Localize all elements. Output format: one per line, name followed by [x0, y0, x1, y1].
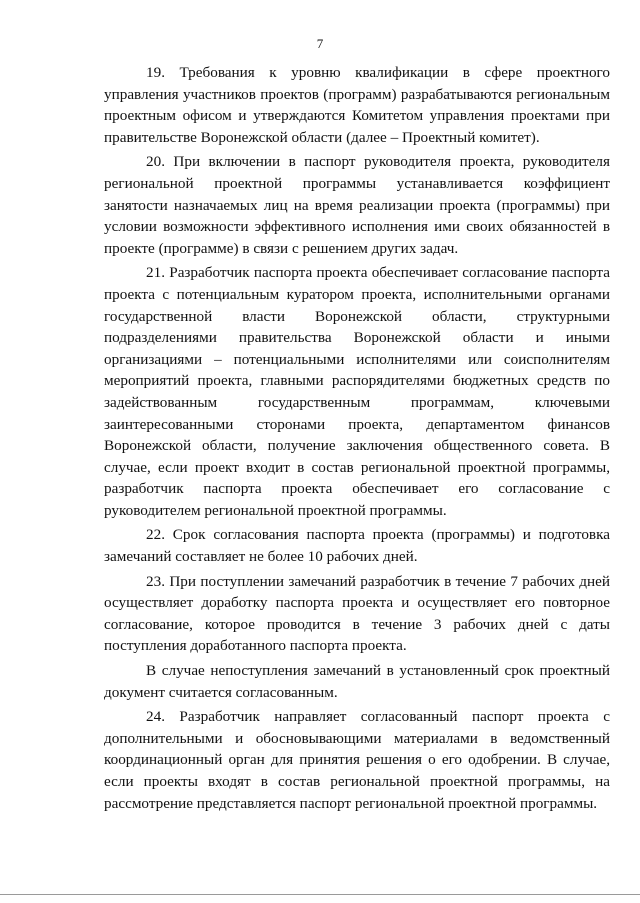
paragraph-24: 24. Разработчик направляет согласованный паспорт проекта с дополнительными и обосновывающими материалами в ведомственный координационный орган для принятия решения о его одобрении. В случае, если проекты входят в состав региональной проектной программы, на рассмотрение представляется паспорт региональной проектной программы. — [104, 708, 610, 812]
paragraph-21: 21. Разработчик паспорта проекта обеспечивает согласование паспорта проекта с потенциальным куратором проекта, исполнительными органами государственной власти Воронежской области, структурными подразделениями правительства Воронежской области и иными организациями – потенциальными исполнителями или соисполнителям мероприятий проекта, главными распорядителями бюджетных средств по задействованным государственным программам, ключевыми заинтересованными сторонами проекта, департаментом финансов Воронежской области, получение заключения общественного совета. В случае, если проект входит в состав региональной проектной программы, разработчик паспорта проекта обеспечивает его согласование с руководителем региональной проектной программы. — [104, 264, 610, 519]
page-bottom-divider — [0, 894, 640, 895]
paragraph-23-note: В случае непоступления замечаний в установленный срок проектный документ считается согласованным. — [104, 662, 610, 701]
paragraph-20: 20. При включении в паспорт руководителя проекта, руководителя региональной проектной программы устанавливается коэффициент занятости назначаемых лиц на время реализации проекта (программы) при условии возможности эффективного исполнения ими своих обязанностей в проекте (программе) в связи с решением других задач. — [104, 153, 610, 257]
paragraph-19: 19. Требования к уровню квалификации в сфере проектного управления участников проектов (программ) разрабатываются региональным проектным офисом и утверждаются Комитетом управления проектами при правительстве Воронежской области (далее – Проектный комитет). — [104, 64, 610, 146]
paragraph-22: 22. Срок согласования паспорта проекта (программы) и подготовка замечаний составляет не более 10 рабочих дней. — [104, 526, 610, 566]
paragraph-23: 23. При поступлении замечаний разработчик в течение 7 рабочих дней осуществляет доработку паспорта проекта и осуществляет его повторное согласование, которое проводится в течение 3 рабочих дней с даты поступления доработанного паспорта проекта. — [104, 572, 610, 655]
page-number: 7 — [316, 36, 324, 51]
document-body — [104, 62, 610, 814]
